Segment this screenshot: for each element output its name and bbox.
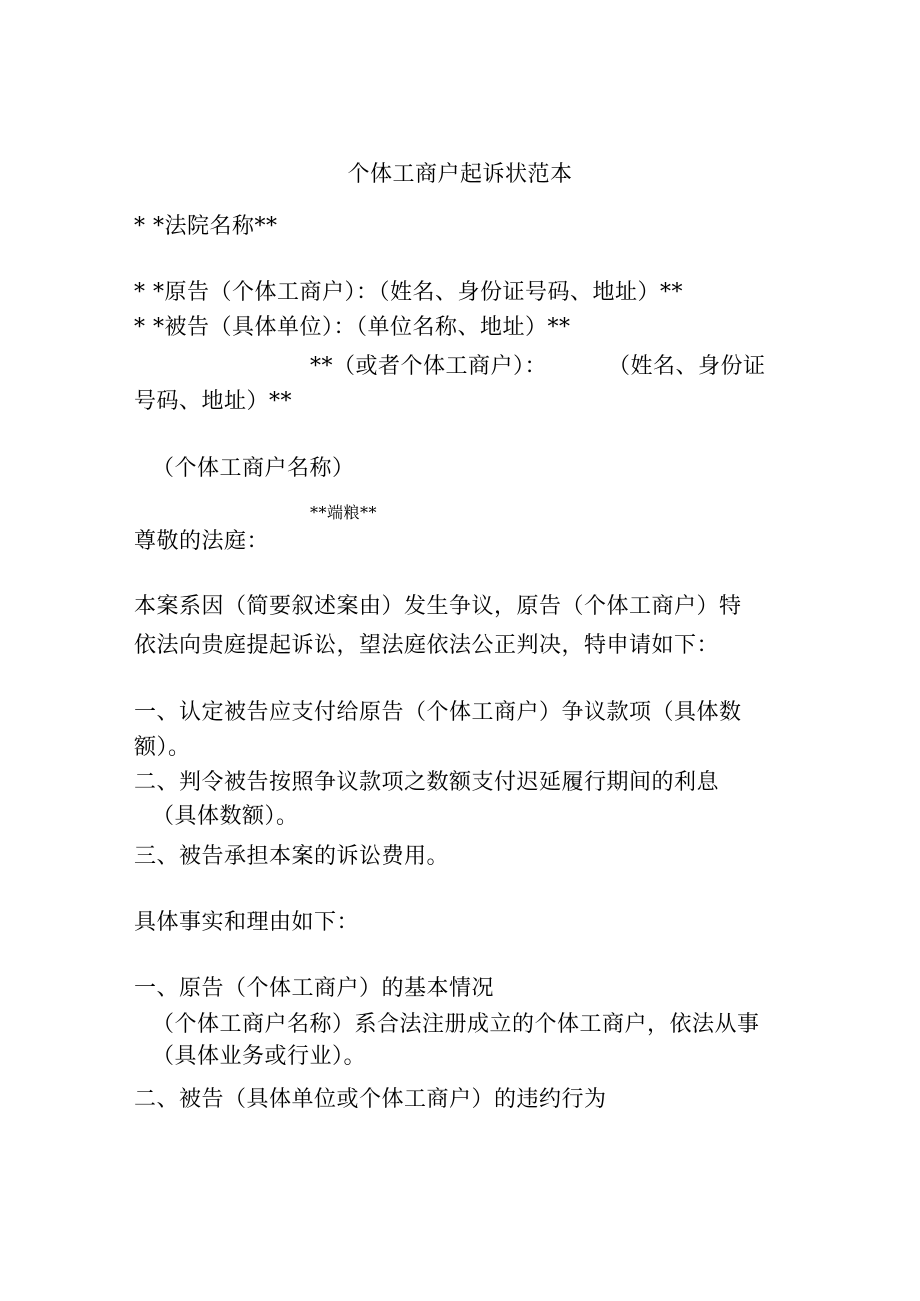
fact-2-heading: 二、被告（具体单位或个体工商户）的违约行为 <box>134 1087 607 1112</box>
alt-defendant-details: （姓名、身份证 <box>608 354 766 379</box>
request-3: 三、被告承担本案的诉讼费用。 <box>134 844 450 869</box>
garbled-line: **端粮** <box>310 503 378 522</box>
request-2-line-1: 二、判令被告按照争议款项之数额支付迟延履行期间的利息 <box>134 770 720 795</box>
facts-heading: 具体事实和理由如下： <box>134 910 360 935</box>
intro-paragraph-line-2: 依法向贵庭提起诉讼，望法庭依法公正判决，特申请如下： <box>134 633 720 658</box>
defendant-line: * *被告（具体单位）：（单位名称、地址）** <box>134 315 571 340</box>
document-title: 个体工商户起诉状范本 <box>347 162 573 187</box>
fact-1-line-1: （个体工商户名称）系合法注册成立的个体工商户，依法从事 <box>152 1012 760 1037</box>
request-1-line-1: 一、认定被告应支付给原告（个体工商户）争议款项（具体数 <box>134 700 742 725</box>
fact-1-line-2: （具体业务或行业）。 <box>152 1044 367 1069</box>
request-1-line-2: 额）。 <box>134 735 191 760</box>
alt-defendant-details-cont: 号码、地址）** <box>134 389 293 414</box>
plaintiff-line: * *原告（个体工商户）：（姓名、身份证号码、地址）** <box>134 280 683 305</box>
salutation: 尊敬的法庭： <box>134 529 270 554</box>
fact-1-heading: 一、原告（个体工商户）的基本情况 <box>134 976 495 1001</box>
intro-paragraph-line-1: 本案系因（简要叙述案由）发生争议，原告（个体工商户）特 <box>134 594 742 619</box>
court-name-line: * *法院名称** <box>134 214 278 239</box>
alt-defendant-label: **（或者个体工商户）： <box>310 354 548 379</box>
request-2-line-2: （具体数额）。 <box>152 804 299 829</box>
business-name-line: （个体工商户名称） <box>152 456 355 481</box>
